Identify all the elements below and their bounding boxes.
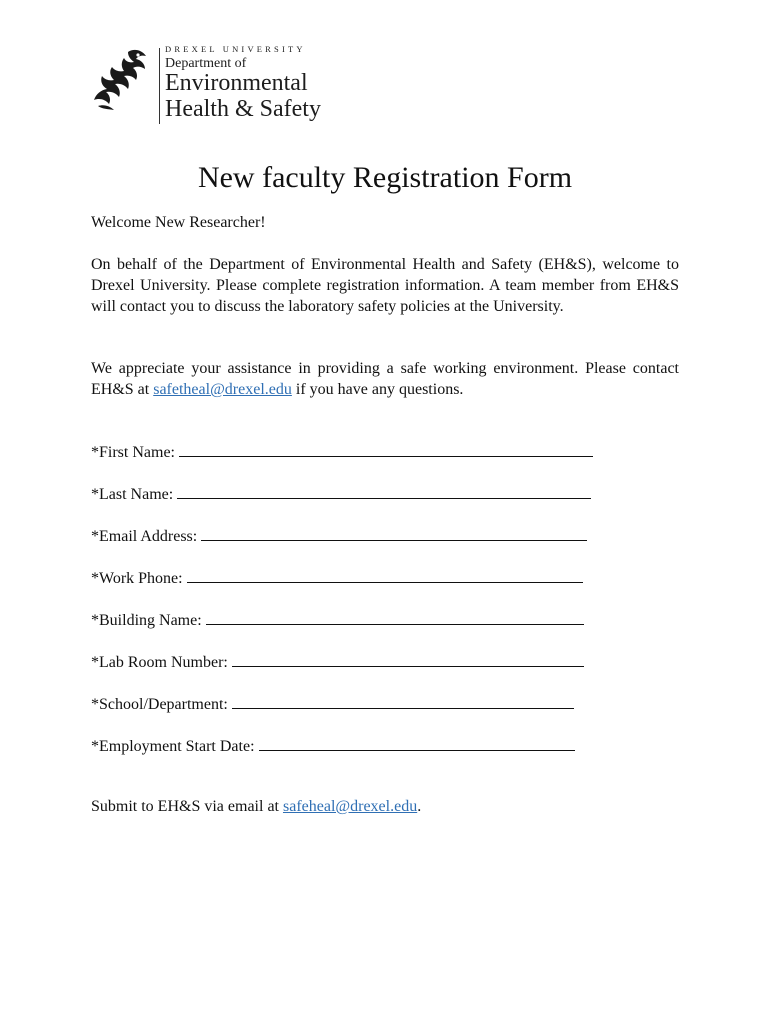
logo-name-line1: Environmental <box>165 70 308 96</box>
school-department-field <box>91 693 651 735</box>
drexel-ehs-logo <box>86 40 326 126</box>
email-address-field <box>91 525 651 567</box>
employment-start-date-input-line[interactable] <box>259 735 575 751</box>
building-name-label: *Building Name: <box>91 612 202 629</box>
lab-room-number-field <box>91 651 651 693</box>
submit-text-before: Submit to EH&S via email at <box>91 798 283 815</box>
last-name-field <box>91 483 651 525</box>
submit-instructions <box>91 796 421 817</box>
first-name-input-line[interactable] <box>179 441 593 457</box>
email-address-label: *Email Address: <box>91 528 198 545</box>
logo-university: DREXEL UNIVERSITY <box>165 44 306 54</box>
lab-room-number-label: *Lab Room Number: <box>91 654 228 671</box>
last-name-input-line[interactable] <box>177 483 591 499</box>
contact-paragraph <box>91 358 679 400</box>
employment-start-date-field <box>91 735 651 777</box>
contact-email-link[interactable]: safetheal@drexel.edu <box>153 381 292 398</box>
work-phone-field <box>91 567 651 609</box>
building-name-input-line[interactable] <box>206 609 584 625</box>
building-name-field <box>91 609 651 651</box>
last-name-label: *Last Name: <box>91 486 174 503</box>
page-title: New faculty Registration Form <box>197 161 573 194</box>
first-name-field <box>91 441 651 483</box>
email-address-input-line[interactable] <box>201 525 587 541</box>
welcome-text: Welcome New Researcher! <box>91 214 266 231</box>
submit-email-link[interactable]: safeheal@drexel.edu <box>282 798 418 815</box>
work-phone-input-line[interactable] <box>187 567 583 583</box>
registration-fields <box>91 441 651 777</box>
employment-start-date-label: *Employment Start Date: <box>91 738 255 755</box>
school-department-label: *School/Department: <box>91 696 228 713</box>
lab-room-number-input-line[interactable] <box>232 651 584 667</box>
first-name-label: *First Name: <box>91 444 175 461</box>
contact-text-before: We appreciate your assistance in providing a safe working environment. Please contact EH&S at <box>91 360 679 398</box>
logo-divider <box>159 48 160 124</box>
dragon-logo-icon <box>88 46 154 112</box>
logo-department-of: Department of <box>165 56 247 71</box>
intro-paragraph: On behalf of the Department of Environmental Health and Safety (EH&S), welcome to Drexel University. Please complete registration information. A team member from EH&S will contact you to discuss the laboratory safety policies at the University. <box>91 256 679 315</box>
school-department-input-line[interactable] <box>232 693 574 709</box>
logo-name-line2: Health & Safety <box>165 96 321 122</box>
submit-text-after: . <box>417 798 422 815</box>
work-phone-label: *Work Phone: <box>91 570 183 587</box>
contact-text-after: if you have any questions. <box>291 381 464 398</box>
